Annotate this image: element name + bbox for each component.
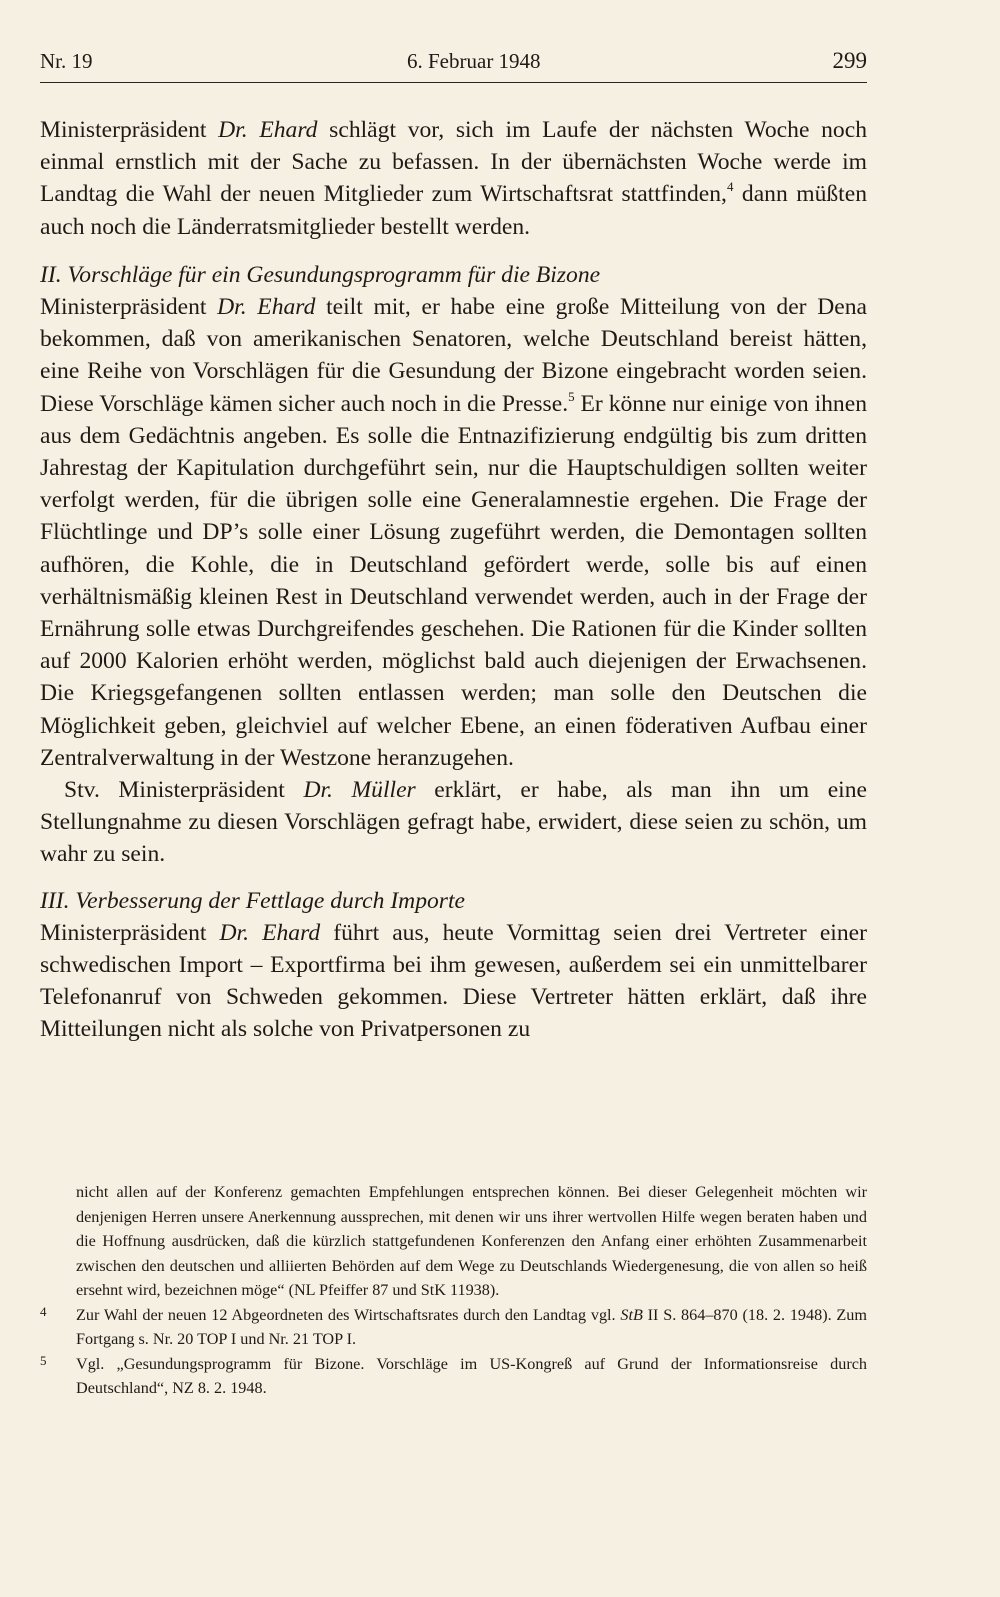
header-date: 6. Februar 1948 (407, 49, 541, 73)
speaker-name: Dr. Ehard (217, 294, 316, 321)
paragraph-health-program: Ministerpräsident Dr. Ehard teilt mit, er habe eine große Mitteilung von der Dena bekommen, daß von amerikanischen Senatoren, welche Deutschland bereist hätten, eine Reihe von Vorschlägen für die Gesundung der Bizone eingebracht worden seien. Diese Vorschläge kämen sicher auch noch in die Presse.$^5$ Er könne nur einige von ihnen aus dem Gedächtnis angeben. Es solle die Entnazifizierung endgültig bis zum dritten Jahrestag der Kapitulation durchgeführt sein, nur die Hauptschuldigen sollten weiter verfolgt werden, für die übrigen solle eine Generalamnestie ergehen. Die Frage der Flüchtlinge und DP’s solle einer Lösung zugeführt werden, die Demontagen sollten aufhören, die Kohle, die in Deutschland gefördert werde, solle bis auf einen verhältnismäßig kleinen Rest in Deutschland verwendet werden, auch in der Frage der Ernährung solle etwas Durchgreifendes geschehen. Die Rationen für die Kinder sollten auf 2000 Kalorien erhöht werden, möglichst bald auch diejenigen der Erwachsenen. Die Kriegsgefangenen sollten entlassen werden; man solle den Deutschen die Möglichkeit geben, gleichviel auf welcher Ebene, an einen föderativen Aufbau einer Zentralverwaltung in der Westzone heranzugehen. (40, 294, 867, 771)
paragraph-mueller-reply: Stv. Ministerpräsident Dr. Müller erklärt, er habe, als man ihn um eine Stellungnahme zu diesen Vorschlägen gefragt habe, erwidert, diese seien zu schön, um wahr zu sein. (40, 777, 867, 868)
section-heading-ii: II. Vorschläge für ein Gesundungsprogramm für die Bizone (40, 261, 601, 288)
footnote-ref-5: 5 (568, 388, 575, 404)
speaker-name: Dr. Ehard (219, 919, 321, 946)
main-text (40, 114, 867, 1046)
footnote-5: 5 Vgl. „Gesundungsprogramm für Bizone. Vorschläge im US-Kongreß auf Grund der Informationsreise durch Deutschland“, NZ 8. 2. 1948. (40, 1352, 867, 1397)
footnotes (40, 1180, 867, 1401)
speaker-name: Dr. Müller (303, 777, 416, 804)
speaker-name: Dr. Ehard (218, 117, 318, 143)
running-header (40, 44, 867, 78)
issue-number: Nr. 19 (40, 49, 93, 73)
source-abbreviation: StB (620, 1305, 643, 1324)
footnote-number: 5 (40, 1352, 47, 1368)
header-rule (40, 82, 867, 83)
section-heading-iii: III. Verbesserung der Fettlage durch Importe (40, 887, 466, 914)
footnote-4: 4 Zur Wahl der neuen 12 Abgeordneten des Wirtschaftsrates durch den Landtag vgl. StB II S. 864–870 (18. 2. 1948). Zum Fortgang s. Nr. 20 TOP I und Nr. 21 TOP I. (40, 1303, 867, 1348)
paragraph-fat-imports: Ministerpräsident Dr. Ehard führt aus, heute Vormittag seien drei Vertreter einer schwedischen Import – Exportfirma bei ihm gewesen, außerdem sei ein unmittelbarer Telefonanruf von Schweden gekommen. Diese Vertreter hätten erklärt, daß ihre Mitteilungen nicht als solche von Privatpersonen zu (40, 919, 867, 1043)
footnote-number: 4 (40, 1303, 47, 1319)
footnote-ref-4: 4 (726, 179, 734, 195)
paragraph-ehard-proposal: Ministerpräsident Dr. Ehard schlägt vor, sich im Laufe der nächsten Woche noch einmal ernstlich mit der Sache zu befassen. In der übernächsten Woche werde im Landtag die Wahl der neuen Mitglieder zum Wirtschaftsrat stattfinden,$^4$ dann müßten auch noch die Länderratsmitglieder bestellt werden. (40, 117, 867, 240)
page-number: 299 (832, 48, 867, 73)
footnote-continuation: nicht allen auf der Konferenz gemachten Empfehlungen entsprechen können. Bei dieser Gelegenheit möchten wir denjenigen Herren unsere Anerkennung aussprechen, mit denen wir uns ihrer wertvollen Hilfe wegen beraten haben und die Hoffnung ausdrücken, daß die kürzlich stattgefundenen Konferenzen den Anfang einer erhöhten Zusammenarbeit zwischen den deutschen und alliierten Behörden auf dem Wege zu Deutschlands Wiedergenesung, die von allen so heiß ersehnt wird, bezeichnen möge“ (NL Pfeiffer 87 und StK 11938). (76, 1183, 867, 1299)
